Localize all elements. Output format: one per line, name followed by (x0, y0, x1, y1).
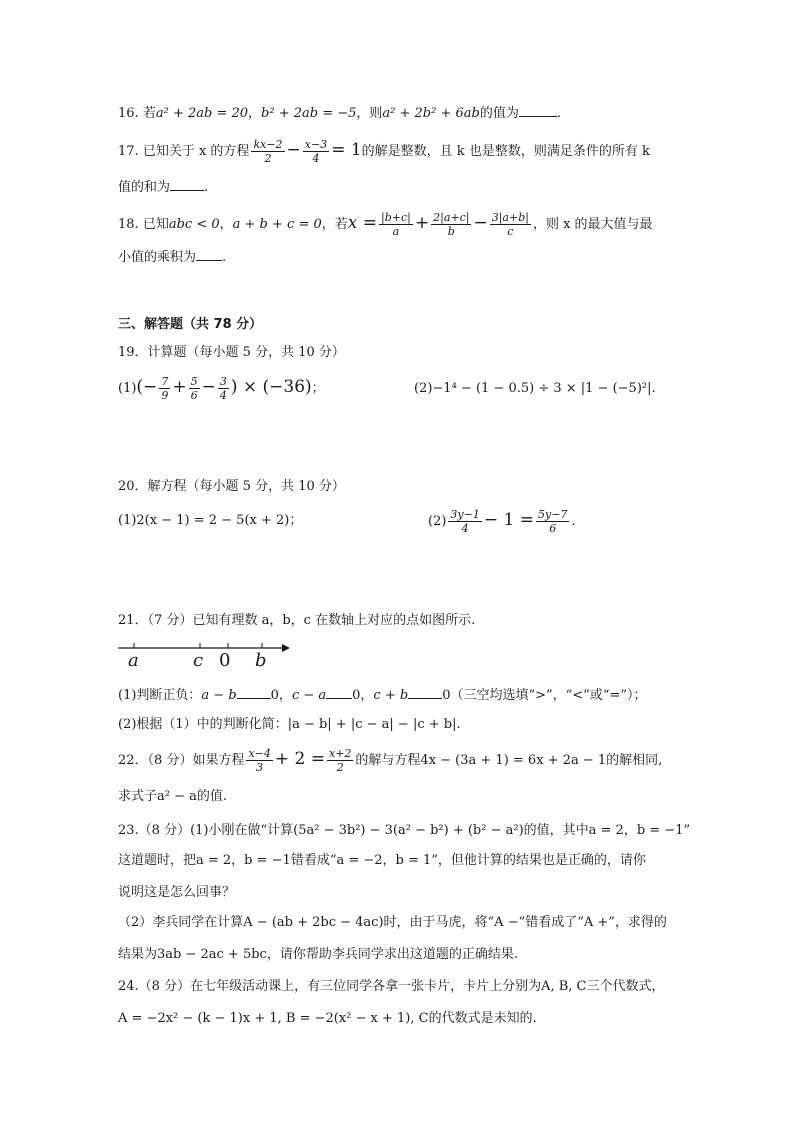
question-18: 18. 已知abc < 0，a + b + c = 0，若x = $\frac{|b+c|}{a}$ + $\frac{2|a+c|}{b}$ − $\frac{3|a+b|}{c}$ ，则 x 的最大值与最 (118, 211, 653, 238)
fraction: $\frac{2|a+c|}{b}$ (433, 211, 470, 238)
fraction: $\frac{|b+c|}{a}$ (381, 211, 411, 238)
axis-label-b: b (255, 650, 267, 671)
question-20-heading: 20．解方程（每小题 5 分，共 10 分） (118, 479, 345, 494)
question-18-line2: 小值的乘积为 . (118, 250, 227, 265)
question-24-line2: A = −2x² − (k − 1)x + 1, B = −2(x² − x + 1), C的代数式是未知的. (118, 1011, 537, 1026)
fraction: $\frac{kx-2}{2}$ (253, 138, 283, 165)
question-17-line2: 值的和为 . (118, 180, 209, 195)
question-20-part2: (2) $\frac{3y-1}{4}$ − 1 = $\frac{5y-7}{6}$ . (428, 508, 576, 535)
question-22: 22．（8 分）如果方程 $\frac{x-4}{3}$ + 2 = $\frac{x+2}{2}$ 的解与方程4x − (3a + 1) = 6x + 2a − 1的解相同, (118, 747, 663, 774)
fraction: $\frac{3y-1}{4}$ (450, 508, 480, 535)
question-21-part2: (2)根据（1）中的判断化简：|a − b| + |c − a| − |c + b|. (118, 717, 461, 732)
axis-label-zero: 0 (219, 650, 231, 671)
axis-label-a: a (128, 650, 139, 671)
question-22-line2: 求式子a² − a的值. (118, 789, 228, 804)
fraction: $\frac{x-3}{4}$ (304, 138, 328, 165)
number-line-axis (118, 636, 298, 652)
question-21-heading: 21．（7 分）已知有理数 a，b，c 在数轴上对应的点如图所示. (118, 613, 476, 628)
question-23-line2: 这道题时，把a = 2，b = −1错看成“a = −2，b = 1”，但他计算的结果也是正确的，请你 (118, 853, 646, 868)
answer-blank[interactable] (237, 686, 271, 699)
question-20-part1: (1)2(x − 1) = 2 − 5(x + 2)； (118, 513, 303, 528)
question-23-line4: （2）李兵同学在计算A − (ab + 2bc − 4ac)时，由于马虎，将“A −”错看成了“A +”，求得的 (118, 915, 667, 930)
fraction: $\frac{5y-7}{6}$ (537, 508, 568, 535)
question-21-part1: (1)判断正负：a − b 0，c − a 0，c + b 0（三空均选填“>”，“<”或“=”）； (118, 688, 647, 703)
question-24-line1: 24.（8 分）在七年级活动课上，有三位同学各拿一张卡片，卡片上分别为A, B, C三个代数式， (118, 979, 665, 994)
section-heading: 三、解答题（共 78 分） (118, 317, 263, 332)
question-19-heading: 19．计算题（每小题 5 分，共 10 分） (118, 345, 345, 360)
answer-blank[interactable] (519, 104, 557, 117)
question-19-part2: (2)−1⁴ − (1 − 0.5) ÷ 3 × |1 − (−5)²|. (414, 381, 656, 396)
answer-blank[interactable] (196, 248, 222, 261)
question-23-line5: 结果为3ab − 2ac + 5bc，请你帮助李兵同学求出这道题的正确结果. (118, 947, 518, 962)
question-23-line1: 23.（8 分）(1)小刚在做“计算(5a² − 3b²) − 3(a² − b²) + (b² − a²)的值，其中a = 2，b = −1” (118, 823, 691, 838)
answer-blank[interactable] (170, 178, 204, 191)
fraction: $\frac{x-4}{3}$ (248, 747, 271, 774)
axis-label-c: c (193, 650, 204, 671)
fraction: $\frac{5}{6}$ (190, 375, 198, 402)
fraction: $\frac{3}{4}$ (219, 375, 227, 402)
fraction: $\frac{3|a+b|}{c}$ (491, 211, 529, 238)
question-17: 17. 已知关于 x 的方程 $\frac{kx-2}{2}$ − $\frac{x-3}{4}$ = 1的解是整数，且 k 也是整数，则满足条件的所有 k (118, 138, 650, 165)
fraction: $\frac{x+2}{2}$ (329, 747, 352, 774)
fraction: $\frac{7}{9}$ (161, 375, 169, 402)
answer-blank[interactable] (326, 686, 352, 699)
number-line (118, 636, 298, 672)
question-16: 16. 若a² + 2ab = 20，b² + 2ab = −5，则a² + 2b² + 6ab的值为 . (118, 106, 561, 121)
question-19-part1: (1)(− $\frac{7}{9}$ + $\frac{5}{6}$ − $\frac{3}{4}$ ) × (−36)； (118, 375, 325, 402)
question-23-line3: 说明这是怎么回事？ (118, 885, 236, 900)
answer-blank[interactable] (408, 686, 442, 699)
